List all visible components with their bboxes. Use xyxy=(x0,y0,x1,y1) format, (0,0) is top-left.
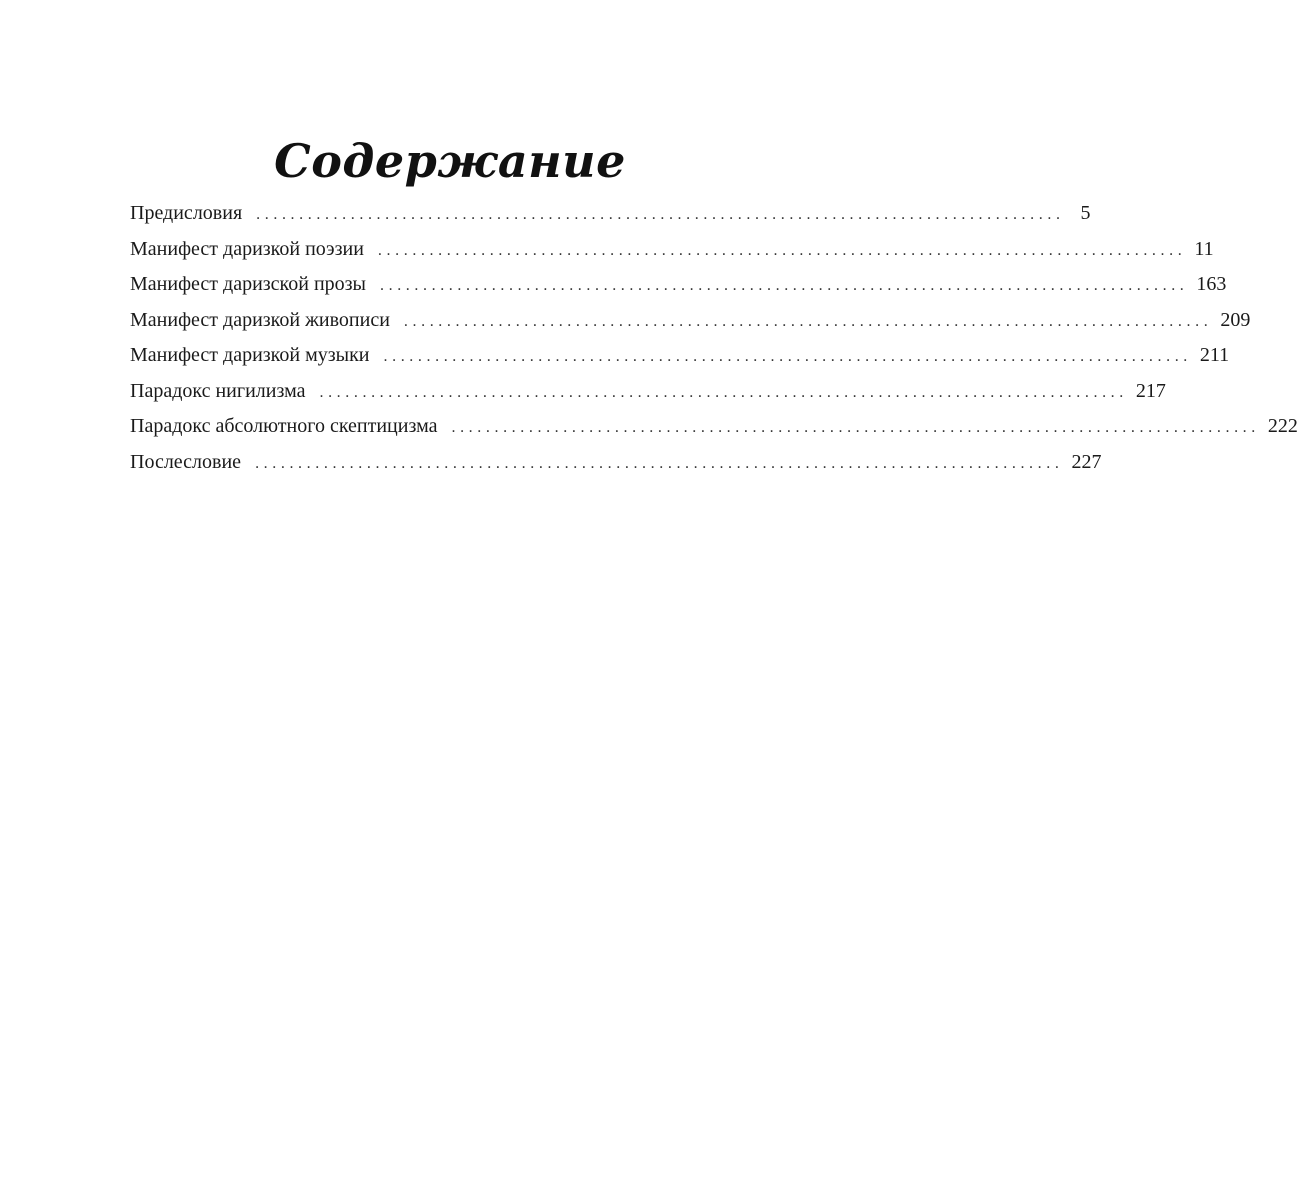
toc-entry xyxy=(130,374,1166,410)
toc-entry xyxy=(130,267,1227,303)
toc-entry-page: 209 xyxy=(1220,308,1251,331)
toc-entry-title: Парадокс абсолютного скептицизма xyxy=(130,415,438,437)
toc-entry-title: Манифест даризской прозы xyxy=(130,273,366,295)
dot-leader: .............................................................................................. xyxy=(380,277,1189,294)
toc-entry-page: 5 xyxy=(1080,202,1091,224)
toc-entry-page: 227 xyxy=(1071,450,1102,473)
toc-entry-title: Манифест даризкой живописи xyxy=(130,308,390,331)
toc-entry-page: 222 xyxy=(1267,415,1298,437)
toc-entry xyxy=(130,303,1251,339)
toc-entry-page: 163 xyxy=(1196,273,1227,295)
dot-leader: .............................................................................................. xyxy=(403,312,1213,330)
toc-entry-title: Послесловие xyxy=(130,450,242,473)
contents-heading: Содержание xyxy=(274,133,626,188)
toc-entry-title: Парадокс нигилизма xyxy=(130,379,306,402)
toc-entry xyxy=(130,409,1298,445)
toc-entry-title: Предисловия xyxy=(130,202,243,224)
toc-entry-page: 11 xyxy=(1194,237,1214,260)
dot-leader: .............................................................................................. xyxy=(383,348,1192,365)
toc-entry-page: 217 xyxy=(1135,379,1166,402)
dot-leader: .............................................................................................. xyxy=(319,383,1128,401)
toc-entry-page: 211 xyxy=(1199,344,1230,366)
table-of-contents xyxy=(130,196,1298,480)
toc-entry-title: Манифест даризкой поэзии xyxy=(130,237,364,260)
dot-leader: .............................................................................................. xyxy=(377,241,1187,259)
toc-entry xyxy=(130,232,1214,268)
toc-entry-title: Манифест даризкой музыки xyxy=(130,344,370,366)
dot-leader: .............................................................................................. xyxy=(255,454,1064,472)
toc-entry xyxy=(130,445,1102,481)
toc-entry xyxy=(130,196,1091,232)
dot-leader: .............................................................................................. xyxy=(451,419,1260,436)
toc-entry xyxy=(130,338,1230,374)
dot-leader: .............................................................................................. xyxy=(256,206,1065,223)
